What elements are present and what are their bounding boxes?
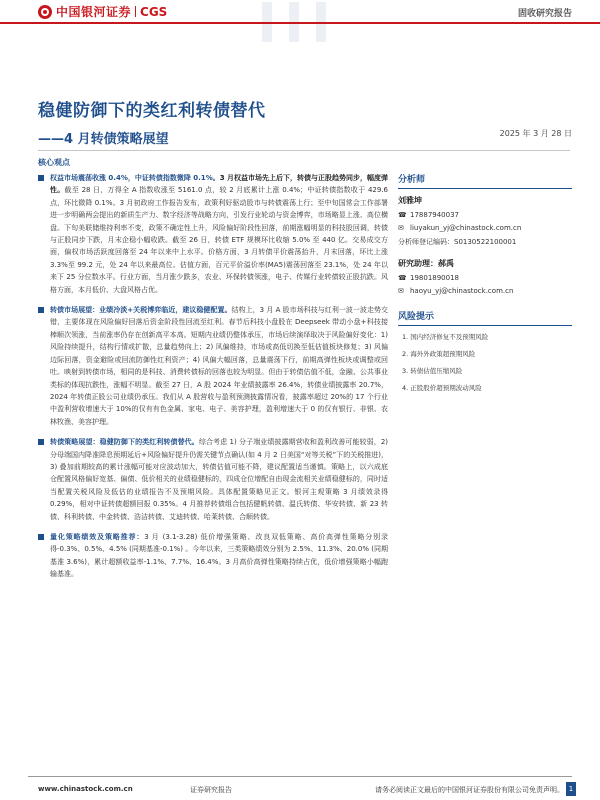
sidebar — [398, 172, 572, 400]
assistant-phone: 19801890018 — [410, 274, 459, 282]
bullet-square-icon — [38, 534, 44, 540]
bullet-square-icon — [38, 307, 44, 313]
phone-icon: ☎ — [398, 274, 407, 282]
cgs-watermark-icon — [252, 0, 336, 60]
paragraph-body: 综合考虑 1) 分子端业绩披露期营收和盈利改善可能较弱，2) 分母端国内降准降息预期延后+风险偏好提升仍需关键节点确认(如 4 月 2 日美国“对等关税”下的关税推进)，3) 叠加前期较高的累计涨幅可能对应波动加大，转债估值可能不降，建议配置适当谨慎。策略上，以六成底仓配置风格偏好宽基、偏债、低价相关的业绩稳健标的，四成仓位增配自由现金流相关业绩稳健标的，同时适当配置关税风险及低估的业绩报告不及预期风险。具体配置策略见正文。银河主观策略 3 月绩效录得 0.29%，相对中证转债超额回报 0.35%。4 月推荐转债组合包括健帆转债、温氏转债、华安转债、新 23 转债、科利转债、中金转债、浩洁转债、艾迪转债、哈莱转债、合顺转债。 — [50, 438, 389, 521]
paragraph-strategy-outlook — [38, 436, 388, 523]
analyst-email[interactable]: liuyakun_yj@chinastock.com.cn — [410, 224, 522, 232]
assistant-heading: 研究助理：郝禹 — [398, 259, 454, 268]
risk-item: 3. 转债估值压缩风险 — [402, 367, 463, 375]
paragraph-market-outlook — [38, 304, 388, 428]
assistant-email[interactable]: haoyu_yj@chinastock.com.cn — [410, 287, 514, 295]
page-header — [0, 0, 600, 22]
paragraph-lead: 量化策略绩效及策略推荐： — [50, 532, 145, 541]
brand-logo[interactable] — [38, 4, 167, 19]
title-divider — [38, 150, 570, 151]
footer-label: 证券研究报告 — [190, 786, 232, 794]
email-icon: ✉ — [398, 287, 404, 295]
page-number: 1 — [566, 782, 576, 796]
analyst-phone-row — [398, 211, 572, 219]
paragraph-lead: 权益市场震荡收涨 0.4%，中证转债指数微降 0.1%。 — [50, 174, 220, 182]
logo-separator — [135, 6, 136, 17]
page-subtitle: ——4 月转债策略展望 — [38, 132, 169, 147]
report-type: 固收研究报告 — [517, 9, 572, 19]
analyst-name: 刘雅坤 — [398, 196, 422, 205]
core-views — [38, 172, 388, 589]
paragraph-lead2: 3 月权益市场先上后下，转债与正股趋势同步，幅度弹性。 — [50, 174, 389, 195]
email-icon: ✉ — [398, 224, 404, 232]
bullet-square-icon — [38, 439, 44, 445]
risk-item: 1. 国内经济修复不及预期风险 — [402, 333, 489, 341]
analyst-heading: 分析师 — [398, 172, 572, 189]
paragraph-market-review — [38, 172, 388, 296]
brand-mark-icon — [38, 5, 52, 19]
page-title: 稳健防御下的类红利转债替代 — [38, 101, 266, 121]
assistant-email-row — [398, 287, 572, 295]
risk-heading: 风险提示 — [398, 309, 572, 326]
report-date: 2025 年 3 月 28 日 — [499, 129, 572, 138]
assistant-phone-row — [398, 274, 572, 282]
paragraph-body: 3 月 (3.1-3.28) 低价增强策略、改良双低策略、高价高弹性策略分别录得-0.3%、0.5%、4.5% (同期基准-0.1%) 。今年以来，三类策略绩效分别为 2.5%、11.3%、20.0% (同期基准 3.6%)，累计超额收益率-1.1%、7.7%、16.4%。3 月高价高弹性策略持续占优，低价增强策略小幅跑输基准。 — [50, 532, 388, 579]
risk-box — [398, 309, 572, 392]
analyst-phone: 17887940037 — [410, 211, 459, 219]
bullet-square-icon — [38, 175, 44, 181]
paragraph-quant-strategy — [38, 531, 388, 581]
paragraph-body: 结构上，3 月 A 股市场科技与红利一波一波走势交错，主要体现在风险偏好回落后资金阶段性回流至红利。春节后科技小盘股在 Deepseek 带动小盘+科技接棒顺次领涨，当前涨率仍存在创新高平本高。短期内业绩仍整体承压，市场后续演绎取决于风险偏好变化：1) 风险持续提升，结构行情或扩散，总量趋势向上；2) 风偏维持，市场或高低切换至低估值板块修复；3) 风偏边际回落，资金避险或回流防御性红利资产；4) 风偏大幅回落，总量震荡下行，前期高弹性板块或调整或回吐。映射到转债市场，相同的是科技、消费转债标的回落也较为明显。但由于转债估值不低，金融、公共事业类标的体现抗跌性，涨幅不明显。截至 27 日，A 股 2024 年业绩披露率 26.4%，转债业绩披露率 20.7%，2024 年转债正股公司业绩仍承压。我们从 A 股营收与盈利预测披露情况看，披露率超过 20%的 17 个行业中盈利营收增速大于 10%的仅有有色金属、家电、电子、美容护理，盈利增速大于 0 的仅有银行、非银、农林牧渔、美容护理。 — [50, 306, 388, 426]
paragraph-lead: 转债市场展望：业绩冷淡+关税博弈临近，建议稳健配置。 — [50, 306, 232, 315]
analyst-cert-row — [398, 237, 572, 247]
footer-url[interactable]: www.chinastock.com.cn — [38, 785, 133, 793]
brand-short: CGS — [140, 4, 168, 19]
risk-item: 2. 海外外政策超预期风险 — [402, 350, 476, 358]
brand-name: 中国银河证券 — [56, 5, 132, 19]
section-label: 核心观点 — [38, 158, 70, 167]
paragraph-lead: 转债策略展望：稳健防御下的类红利转债替代。 — [50, 438, 199, 447]
footer-rule — [28, 776, 572, 777]
footer-disclaimer: 请务必阅读正文最后的中国银河证券股份有限公司免责声明。 — [375, 786, 564, 794]
phone-icon: ☎ — [398, 211, 407, 219]
risk-item: 4. 正股股价超预期波动风险 — [402, 384, 482, 392]
paragraph-body: 截至 28 日，万得全 A 指数收涨至 5161.0 点，较 2 月底累计上涨 0.4%；中证转债指数收于 429.6 点，环比微降 0.1%。3 月初政府工作报告发布，政策利好驱动股市与转债震荡上行；至中旬国常会工作部署进一步明确两会提出的新质生产力、数字经济等战略方向，引发行业轮动与资金博弈，市场略显上涨、高位横盘。下旬美联储维持利率不变，政策不确定性上升，风险偏好阶段性回落，前期涨幅明显的科技股回调，转债与正股同步下跌，月末企稳小幅收跌。截至 26 日，转债 ETF 规模环比收缩 5.0% 至 440 亿。交易成交方面，偏权市场活跃度回落至 24 年以来中上水平。价格方面，3 月转债平价震荡抬升，月末回落，环比上涨 3.3%至 99.2 元，处 24 年以来最高位。估值方面，百元平价溢价率(MA5)震荡回落至 23.1%，处 24 年以来下 25 分位数水平。行业方面，当月涨少跌多，农业、环保转债领涨，电子、传媒行业转债较正股抗跌。风格方面，本月低价、大盘风格占优。 — [50, 186, 389, 294]
page-footer — [0, 776, 600, 800]
analyst-cert: 分析师登记编码：S0130522100001 — [398, 238, 517, 246]
analyst-email-row — [398, 224, 572, 232]
header-rule — [0, 22, 600, 24]
title-block — [38, 96, 266, 147]
